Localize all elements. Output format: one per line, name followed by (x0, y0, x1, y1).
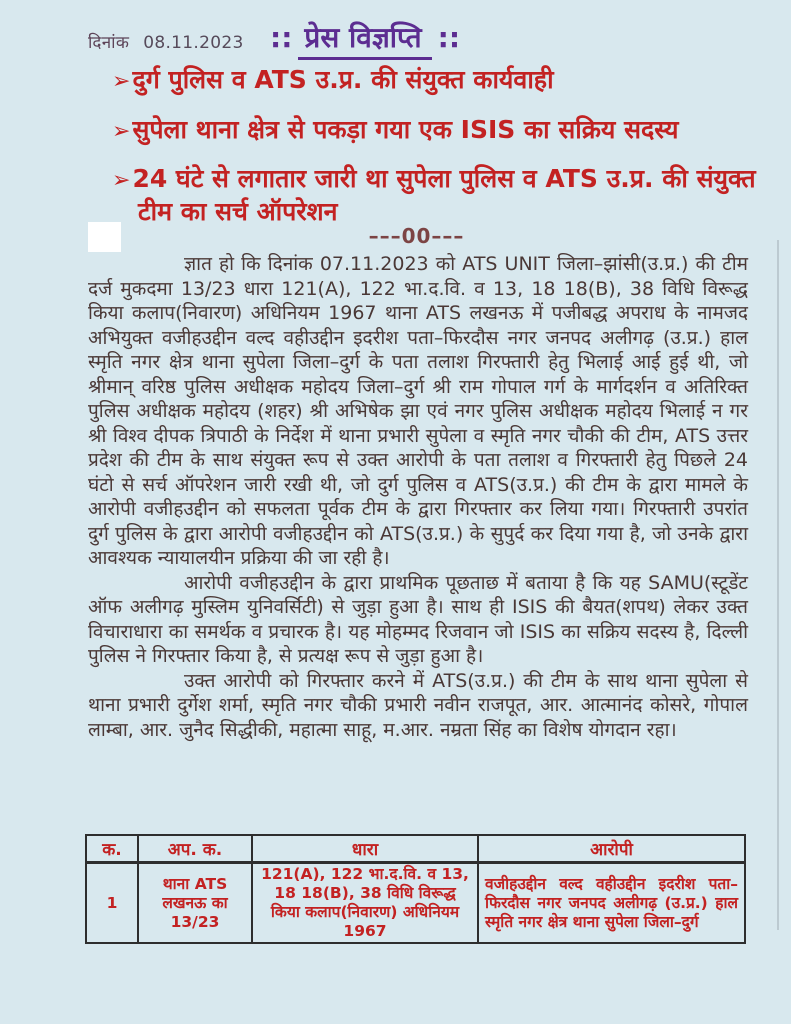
header-accused: आरोपी (478, 835, 745, 863)
body-text (88, 252, 748, 742)
cell-accused: वजीहउद्दीन वल्द वहीउद्दीन इदरीश पता–फिरदौस नगर जनपद अलीगढ़ (उ.प्र.) हाल स्मृति नगर क्षेत्र थाना सुपेला जिला–दुर्ग (478, 863, 745, 944)
cell-serial-no: 1 (86, 863, 138, 944)
date-label: दिनांक (88, 33, 130, 53)
cell-crime-no: थाना ATS लखनऊ का 13/23 (138, 863, 252, 944)
title-colon-right: :: (437, 21, 461, 54)
headline-bullet (112, 64, 760, 97)
table-header-row (86, 835, 745, 863)
title-colon-left: :: (270, 21, 293, 54)
paragraph: ज्ञात हो कि दिनांक 07.11.2023 को ATS UNIT जिला–झांसी(उ.प्र.) की टीम दर्ज मुकदमा 13/23 धारा 121(A), 122 भा.द.वि. व 13, 18 18(B), 38 विधि विरूद्ध किया कलाप(निवारण) अधिनियम 1967 थाना ATS लखनऊ में पजीबद्ध अपराध के नामजद अभियुक्त वजीहउद्दीन वल्द वहीउद्दीन इदरीश पता–फिरदौस नगर जनपद अलीगढ़ (उ.प्र.) हाल स्मृति नगर क्षेत्र थाना सुपेला जिला–दुर्ग के पता तलाश गिरफ्तारी हेतु भिलाई आई हुई थी, जो श्रीमान् वरिष्ठ पुलिस अधीक्षक महोदय जिला–दुर्ग श्री राम गोपाल गर्ग के मार्गदर्शन व अतिरिक्त पुलिस अधीक्षक महोदय (शहर) श्री अभिषेक झा एवं नगर पुलिस अधीक्षक महोदय भिलाई न गर श्री विश्व दीपक त्रिपाठी के निर्देश में थाना प्रभारी सुपेला व स्मृति नगर चौकी की टीम, ATS उत्तर प्रदेश की टीम के साथ संयुक्त रूप से उक्त आरोपी के पता तलाश व गिरफ्तारी हेतु पिछले 24 घंटो से सर्च ऑपरेशन जारी रखी थी, जो दुर्ग पुलिस व ATS(उ.प्र.) की टीम के द्वारा मामले के आरोपी वजीहउद्दीन को सफलता पूर्वक टीम के द्वारा गिरफ्तार कर लिया गया। गिरफ्तारी उपरांत दुर्ग पुलिस के द्वारा आरोपी वजीहउद्दीन को ATS(उ.प्र.) के सुपुर्द कर दिया गया है, जो उनके द्वारा आवश्यक न्यायालयीन प्रक्रिया की जा रही है। (88, 253, 748, 569)
arrow-bullet-icon: ➢ (112, 69, 131, 94)
header-sections: धारा (252, 835, 478, 863)
page-title (270, 18, 460, 60)
date-line (88, 30, 244, 53)
header-crime-no: अप. क. (138, 835, 252, 863)
headline-bullet-text: 24 घंटे से लगातार जारी था सुपेला पुलिस व ATS उ.प्र. की संयुक्त टीम का सर्च ऑपरेशन (132, 164, 756, 226)
headline-bullet (112, 163, 760, 228)
arrow-bullet-icon: ➢ (112, 168, 131, 194)
cell-sections: 121(A), 122 भा.द.वि. व 13, 18 18(B), 38 विधि विरूद्ध किया कलाप(निवारण) अधिनियम 1967 (252, 863, 478, 944)
headline-bullet-text: सुपेला थाना क्षेत्र से पकड़ा गया एक ISIS का सक्रिय सदस्य (132, 114, 679, 144)
arrow-bullet-icon: ➢ (112, 118, 131, 144)
headline-bullet (112, 114, 760, 147)
date-value: 08.11.2023 (143, 33, 244, 53)
case-table (85, 834, 746, 944)
title-text: प्रेस विज्ञप्ति (298, 18, 431, 60)
headline-bullet-text: दुर्ग पुलिस व ATS उ.प्र. की संयुक्त कार्यवाही (132, 65, 554, 94)
paragraph: उक्त आरोपी को गिरफ्तार करने में ATS(उ.प्र.) की टीम के साथ थाना सुपेला से थाना प्रभारी दुर्गेश शर्मा, स्मृति नगर चौकी प्रभारी नवीन राजपूत, आर. आत्मानंद कोसरे, गोपाल लाम्बा, आर. जुनैद सिद्धीकी, महात्मा साहू, म.आर. नम्रता सिंह का विशेष योगदान रहा। (88, 669, 748, 741)
scan-edge-line (777, 240, 779, 930)
table-row (86, 863, 745, 944)
headline-bullets (112, 64, 760, 245)
section-separator: –––00––– (368, 224, 465, 248)
header-serial-no: क. (86, 835, 138, 863)
paragraph: आरोपी वजीहउद्दीन के द्वारा प्राथमिक पूछताछ में बताया है कि यह SAMU(स्टूडेंट ऑफ अलीगढ़ मुस्लिम युनिवर्सिटी) से जुड़ा हुआ है। साथ ही ISIS की बैयत(शपथ) लेकर उक्त विचाराधारा का समर्थक व प्रचारक है। यह मोहम्मद रिजवान जो ISIS का सक्रिय सदस्य है, दिल्ली पुलिस ने गिरफ्तार किया है, से प्रत्यक्ष रूप से जुड़ा हुआ है। (88, 571, 748, 667)
